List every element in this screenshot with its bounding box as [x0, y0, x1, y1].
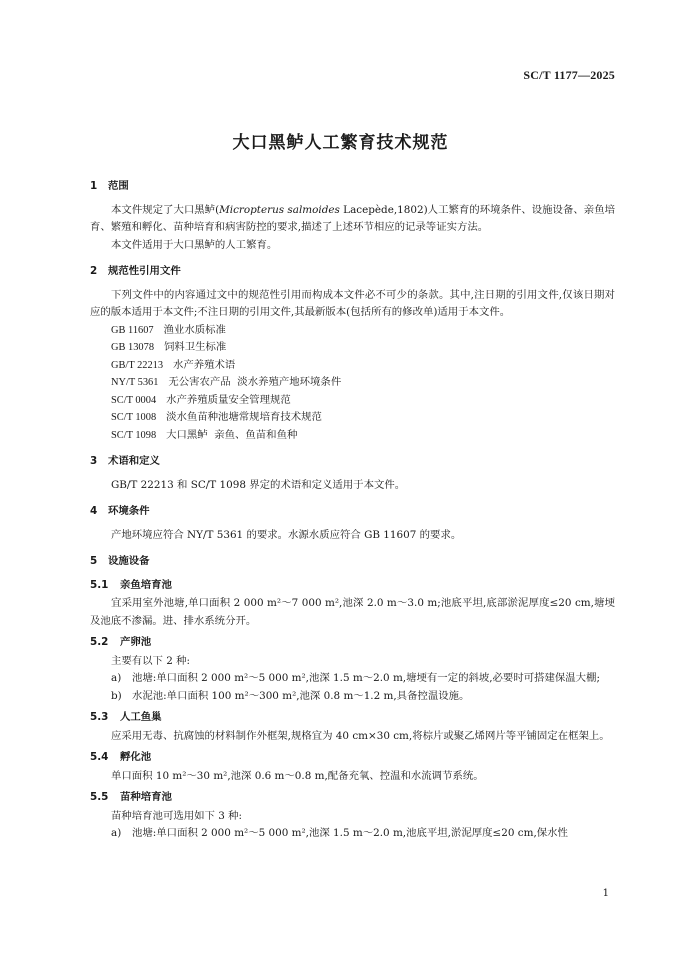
- section-number: 1: [90, 180, 98, 192]
- subsection-5-4-heading: [90, 749, 615, 767]
- applicability-paragraph: 本文件适用于大口黑鲈的人工繁育。: [111, 238, 278, 251]
- reference-code: GB/T 22213: [111, 359, 164, 371]
- section-4-heading: [90, 503, 615, 521]
- normative-intro-paragraph: 下列文件中的内容通过文中的规范性引用而构成本文件必不可少的条款。其中,注日期的引用文件,仅该日期对应的版本适用于本文件;不注日期的引用文件,其最新版本(包括所有的修改单)适用于本文件。: [90, 288, 615, 318]
- subsection-number: 5.5: [90, 791, 109, 803]
- section-title: 范围: [108, 180, 129, 192]
- subsection-title: 产卵池: [120, 636, 152, 648]
- subsection-number: 5.1: [90, 578, 109, 591]
- reference-code: GB 13078: [111, 342, 155, 353]
- spawning-pond-intro: 主要有以下 2 种:: [111, 654, 191, 667]
- list-item-text: 池塘:单口面积 2 000 m²～5 000 m²,池深 1.5 m～2.0 m,塘埂有一定的斜坡,必要时可搭建保温大棚;: [132, 672, 600, 684]
- subsection-5-5-heading: [90, 789, 615, 807]
- subsection-5-2-heading: [90, 634, 615, 652]
- section-3-heading: [90, 453, 615, 471]
- reference-item: [90, 357, 615, 375]
- section-5-heading: [90, 553, 615, 571]
- document-body: [90, 178, 615, 843]
- artificial-nest-paragraph: 应采用无毒、抗腐蚀的材料制作外框架,规格宜为 40 cm×30 cm,将棕片或聚乙烯网片等平铺固定在框架上。: [111, 729, 610, 742]
- reference-title: 饲料卫生标准: [163, 341, 227, 353]
- hatching-pond-paragraph: 单口面积 10 m²～30 m²,池深 0.6 m～0.8 m,配备充氧、控温和水流调节系统。: [111, 769, 484, 782]
- list-item: [90, 825, 615, 843]
- subsection-title: 人工鱼巢: [120, 711, 162, 723]
- broodstock-pond-paragraph: 宜采用室外池塘,单口面积 2 000 m²～7 000 m²,池深 2.0 m～3.0 m;池底平坦,底部淤泥厚度≤20 cm,塘埂及池底不渗漏。进、排水系统分开。: [90, 597, 615, 627]
- subsection-title: 孵化池: [120, 751, 152, 763]
- document-title: 大口黑鲈人工繁育技术规范: [232, 133, 449, 153]
- list-item-text: 池塘:单口面积 2 000 m²～5 000 m²,池深 1.5 m～2.0 m,池底平坦,淤泥厚度≤20 cm,保水性: [132, 827, 568, 839]
- list-item: [90, 688, 615, 706]
- list-marker: a): [111, 672, 122, 684]
- scope-text-post: Lacepède,1802)人工繁育的环境条件、设施设备、亲鱼培育、繁殖和孵化、苗种培育和病害防控的要求,描述了上述环节相应的记录等证实方法。: [90, 203, 615, 233]
- reference-title: 水产养殖术语: [172, 358, 236, 371]
- subsection-number: 5.4: [90, 751, 109, 763]
- document-code: SC/T 1177—2025: [523, 68, 615, 82]
- reference-title: 大口黑鲈 亲鱼、鱼苗和鱼种: [166, 428, 298, 441]
- list-marker: a): [111, 827, 122, 839]
- reference-item: [90, 339, 615, 357]
- section-title: 术语和定义: [108, 455, 160, 467]
- section-title: 环境条件: [108, 505, 150, 517]
- section-title: 规范性引用文件: [108, 265, 181, 277]
- scientific-name: Micropterus salmoides: [219, 203, 340, 216]
- section-number: 4: [90, 505, 98, 517]
- subsection-number: 5.3: [90, 711, 109, 723]
- list-marker: b): [111, 689, 122, 702]
- reference-item: [90, 374, 615, 392]
- environment-paragraph: 产地环境应符合 NY/T 5361 的要求。水源水质应符合 GB 11607 的要求。: [111, 528, 462, 541]
- reference-title: 渔业水质标准: [163, 323, 226, 336]
- reference-code: SC/T 1008: [111, 412, 157, 423]
- reference-title: 无公害农产品 淡水养殖产地环境条件: [168, 376, 342, 388]
- page-number: 1: [602, 888, 609, 899]
- reference-title: 淡水鱼苗种池塘常规培育技术规范: [166, 411, 322, 423]
- section-1-heading: [90, 178, 615, 196]
- list-item-text: 水泥池:单口面积 100 m²～300 m²,池深 0.8 m～1.2 m,具备控温设施。: [132, 689, 470, 702]
- scope-paragraph: [90, 202, 615, 237]
- reference-code: SC/T 1098: [111, 429, 157, 441]
- reference-code: SC/T 0004: [111, 394, 157, 406]
- fry-pond-intro: 苗种培育池可选用如下 3 种:: [111, 809, 243, 822]
- reference-code: GB 11607: [111, 324, 154, 336]
- reference-item: [90, 392, 615, 410]
- section-number: 5: [90, 555, 98, 567]
- terms-paragraph: GB/T 22213 和 SC/T 1098 界定的术语和定义适用于本文件。: [111, 478, 406, 491]
- reference-title: 水产养殖质量安全管理规范: [166, 393, 291, 406]
- reference-item: [90, 322, 615, 340]
- scope-text-pre: 本文件规定了大口黑鲈(: [111, 203, 220, 216]
- section-number: 2: [90, 265, 98, 277]
- subsection-number: 5.2: [90, 636, 109, 648]
- reference-code: NY/T 5361: [111, 377, 159, 388]
- reference-item: [90, 409, 615, 427]
- reference-item: [90, 427, 615, 445]
- subsection-title: 苗种培育池: [120, 791, 172, 803]
- subsection-title: 亲鱼培育池: [120, 578, 172, 591]
- section-number: 3: [90, 455, 98, 467]
- section-title: 设施设备: [108, 555, 150, 567]
- subsection-5-3-heading: [90, 709, 615, 727]
- subsection-5-1-heading: [90, 577, 615, 595]
- section-2-heading: [90, 263, 615, 281]
- list-item: [90, 670, 615, 688]
